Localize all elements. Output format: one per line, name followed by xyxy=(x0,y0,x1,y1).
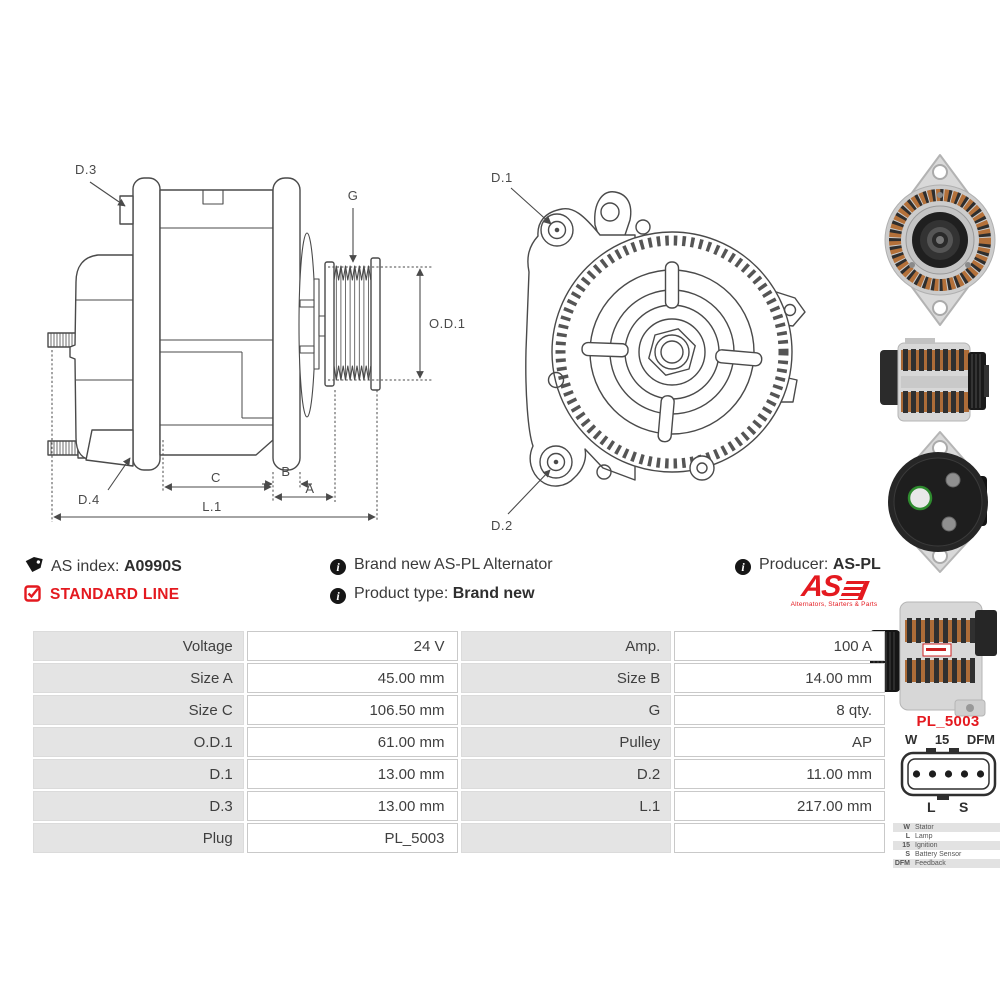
spec-label: G xyxy=(461,695,672,725)
legend-pin: W xyxy=(903,824,910,831)
spec-label: D.2 xyxy=(461,759,672,789)
product-photo-front xyxy=(885,155,995,325)
brand-new-text: Brand new AS-PL Alternator xyxy=(354,556,553,573)
producer-value: AS-PL xyxy=(832,556,881,573)
spec-value: 8 qty. xyxy=(674,695,885,725)
legend-row xyxy=(893,823,1000,832)
legend-pin: L xyxy=(905,833,910,840)
table-row xyxy=(33,631,885,661)
legend-row xyxy=(893,832,1000,841)
spec-value: 106.50 mm xyxy=(247,695,458,725)
dim-label-a: A xyxy=(305,481,315,496)
spec-label xyxy=(461,823,672,853)
as-index-label: AS index: xyxy=(51,558,120,575)
spec-label: Size A xyxy=(33,663,244,693)
spec-label: D.3 xyxy=(33,791,244,821)
as-pl-logo-stripes xyxy=(839,581,870,600)
as-index-value: A0990S xyxy=(123,558,182,575)
plug-name: PL_5003 xyxy=(916,713,980,730)
brand-new-row xyxy=(330,556,553,576)
spec-label: Amp. xyxy=(461,631,672,661)
legend-row xyxy=(893,859,1000,868)
legend-desc: Feedback xyxy=(915,860,946,867)
info-icon: i xyxy=(330,559,346,575)
legend-pin: DFM xyxy=(894,860,910,867)
plug-bottom-pin-labels xyxy=(893,801,1000,817)
spec-label: O.D.1 xyxy=(33,727,244,757)
spec-value xyxy=(674,823,885,853)
as-pl-logo xyxy=(786,570,882,608)
spec-value: 13.00 mm xyxy=(247,791,458,821)
spec-value: 14.00 mm xyxy=(674,663,885,693)
legend-row xyxy=(893,841,1000,850)
spec-value: 13.00 mm xyxy=(247,759,458,789)
product-photo-side-right xyxy=(880,338,989,421)
legend-desc: Lamp xyxy=(915,833,933,840)
alternator-front-outline xyxy=(526,192,805,486)
pin-label-s: S xyxy=(959,799,969,815)
alternator-side-outline xyxy=(48,178,380,470)
product-type-value: Brand new xyxy=(452,585,535,602)
table-row xyxy=(33,695,885,725)
spec-label: L.1 xyxy=(461,791,672,821)
spec-value: 11.00 mm xyxy=(674,759,885,789)
pin-label-w: W xyxy=(905,732,918,747)
table-row xyxy=(33,759,885,789)
as-index-row xyxy=(24,556,182,576)
plug-legend xyxy=(893,823,1000,868)
legend-desc: Stator xyxy=(915,824,934,831)
legend-pin: 15 xyxy=(902,842,910,849)
spec-label: Voltage xyxy=(33,631,244,661)
legend-pin: S xyxy=(905,851,910,858)
table-row xyxy=(33,663,885,693)
spec-value: 100 A xyxy=(674,631,885,661)
spec-table xyxy=(30,629,888,855)
standard-line-row xyxy=(24,585,179,605)
product-photo-rear xyxy=(888,432,988,572)
tag-icon xyxy=(24,556,43,575)
legend-row xyxy=(893,850,1000,859)
spec-value: 45.00 mm xyxy=(247,663,458,693)
spec-label: Size C xyxy=(33,695,244,725)
spec-label: Pulley xyxy=(461,727,672,757)
dim-label-od1: O.D.1 xyxy=(429,316,466,331)
dim-label-l1: L.1 xyxy=(202,499,222,514)
checked-checkbox-icon xyxy=(24,585,41,602)
spec-value: 24 V xyxy=(247,631,458,661)
pin-label-15: 15 xyxy=(934,732,950,747)
producer-label: Producer: xyxy=(759,556,829,573)
spec-label: Plug xyxy=(33,823,244,853)
pin-label-dfm: DFM xyxy=(966,732,995,747)
legend-desc: Ignition xyxy=(915,842,938,849)
dim-label-b: B xyxy=(281,464,291,479)
spec-value: PL_5003 xyxy=(247,823,458,853)
spec-value: AP xyxy=(674,727,885,757)
table-row xyxy=(33,727,885,757)
dim-label-c: C xyxy=(211,470,221,485)
info-icon: i xyxy=(330,588,346,604)
dim-label-d3: D.3 xyxy=(75,162,97,177)
side-view-technical-drawing xyxy=(20,140,475,540)
as-pl-logo-text: AS xyxy=(799,570,843,603)
product-type-row xyxy=(330,585,535,605)
plug-panel xyxy=(893,713,1000,868)
table-row xyxy=(33,823,885,853)
dim-label-d1: D.1 xyxy=(491,170,513,185)
plug-connector-drawing xyxy=(896,747,1000,801)
dim-label-d2: D.2 xyxy=(491,518,513,533)
spec-label: D.1 xyxy=(33,759,244,789)
product-type-label: Product type: xyxy=(354,585,449,602)
spec-value: 61.00 mm xyxy=(247,727,458,757)
dim-label-g: G xyxy=(347,188,359,203)
table-row xyxy=(33,791,885,821)
plug-top-pin-labels xyxy=(893,730,1000,747)
product-photo-side-left xyxy=(870,602,997,716)
dim-label-d4: D.4 xyxy=(78,492,100,507)
spec-value: 217.00 mm xyxy=(674,791,885,821)
legend-desc: Battery Sensor xyxy=(915,851,962,858)
pin-label-l: L xyxy=(927,799,936,815)
as-pl-logo-tagline: Alternators, Starters & Parts xyxy=(790,601,878,608)
spec-label: Size B xyxy=(461,663,672,693)
standard-line-label: STANDARD LINE xyxy=(50,586,180,603)
front-view-technical-drawing xyxy=(475,140,870,550)
info-icon: i xyxy=(735,559,751,575)
